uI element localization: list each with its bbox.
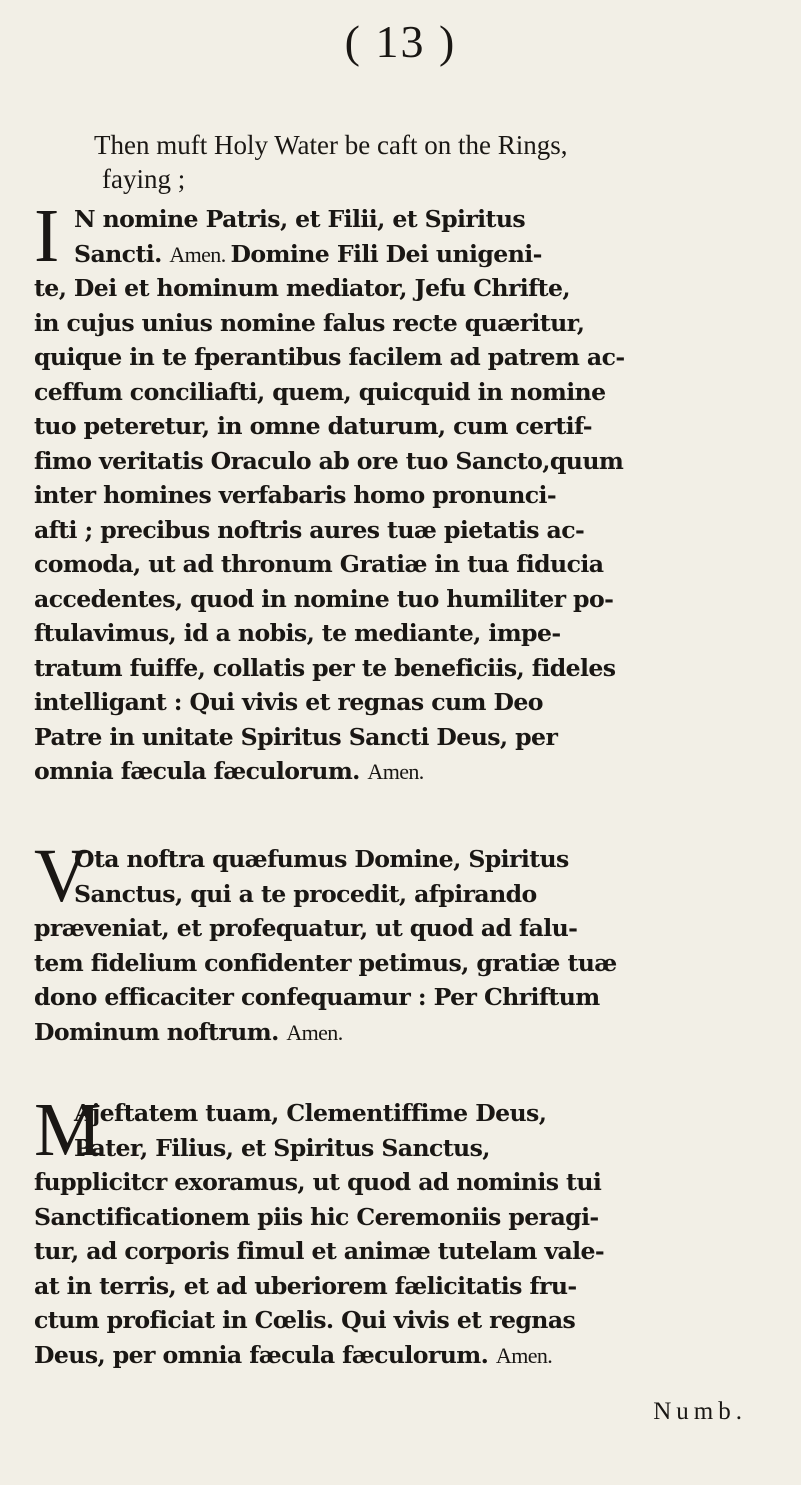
- prayer-line: dono efficaciter confequamur : Per Chriftum: [34, 983, 600, 1011]
- drop-cap-initial: I: [34, 194, 59, 278]
- prayer-line-text: omnia fæcula fæculorum.: [34, 757, 368, 785]
- prayer-line: in cujus unius nomine falus recte quæritur,: [34, 308, 585, 337]
- prayer-line: comoda, ut ad thronum Gratiæ in tua fiducia: [34, 550, 604, 578]
- amen-word: Amen.: [169, 241, 231, 267]
- prayer-second: [34, 834, 780, 1049]
- prayer-line: tur, ad corporis fimul et animæ tutelam vale-: [34, 1237, 605, 1265]
- prayer-line: Ota noftra quæfumus Domine, Spiritus: [74, 845, 569, 873]
- amen-word: Amen.: [286, 1019, 343, 1045]
- prayer-line: fimo veritatis Oraculo ab ore tuo Sancto,quum: [34, 446, 624, 475]
- rubric-line-2: faying ;: [102, 164, 186, 194]
- prayer-line: afti ; precibus noftris aures tuæ pietatis ac-: [34, 515, 585, 544]
- prayer-line: præveniat, et profequatur, ut quod ad falu-: [34, 914, 578, 942]
- amen-word: Amen.: [495, 1342, 553, 1368]
- prayer-line: ctum proficiat in Cœlis. Qui vivis et regnas: [34, 1306, 576, 1334]
- prayer-line: te, Dei et hominum mediator, Jefu Chrifte,: [34, 274, 571, 302]
- prayer-line-text: Dominum noftrum.: [34, 1017, 287, 1046]
- drop-cap-initial: M: [34, 1088, 101, 1172]
- prayer-line: [34, 1015, 780, 1050]
- rubric-line-1: Then muft Holy Water be caft on the Rings,: [94, 130, 568, 160]
- prayer-line: tratum fuiffe, collatis per te beneficiis, fideles: [34, 653, 616, 682]
- rubric-instruction: [94, 128, 734, 196]
- prayer-line: [34, 1338, 780, 1373]
- prayer-line: [34, 237, 780, 272]
- prayer-line-text: Domine Fili Dei unigeni-: [230, 239, 542, 268]
- prayer-line: Pater, Filius, et Spiritus Sanctus,: [74, 1133, 490, 1162]
- prayer-first: [34, 194, 780, 789]
- prayer-line: N nomine Patris, et Filii, et Spiritus: [74, 205, 526, 233]
- page-number: ( 13 ): [344, 16, 457, 67]
- prayer-line: Ajeftatem tuam, Clementiffime Deus,: [74, 1099, 547, 1127]
- prayer-line: Patre in unitate Spiritus Sancti Deus, per: [34, 722, 558, 751]
- prayer-line: at in terris, et ad uberiorem fælicitatis fru-: [34, 1271, 577, 1300]
- prayer-line: Sanctus, qui a te procedit, afpirando: [74, 879, 537, 908]
- prayer-line: [34, 754, 780, 789]
- prayer-line-text: Sancti.: [74, 239, 170, 268]
- prayer-line: Sanctificationem piis hic Ceremoniis peragi-: [34, 1202, 599, 1231]
- prayer-line: quique in te fperantibus facilem ad patrem ac-: [34, 343, 625, 371]
- prayer-line: tuo peteretur, in omne daturum, cum certif-: [34, 412, 592, 440]
- catchword: Numb.: [653, 1398, 747, 1425]
- drop-cap-initial: V: [34, 834, 89, 918]
- prayer-line-text: Deus, per omnia fæcula fæculorum.: [34, 1340, 496, 1369]
- prayer-line: ftulavimus, id a nobis, te mediante, impe-: [34, 619, 561, 647]
- amen-word: Amen.: [367, 759, 424, 784]
- prayer-line: fupplicitcr exoramus, ut quod ad nominis tui: [34, 1168, 602, 1196]
- prayer-line: intelligant : Qui vivis et regnas cum Deo: [34, 688, 543, 716]
- prayer-third: [34, 1088, 780, 1372]
- prayer-line: tem fidelium confidenter petimus, gratiæ tuæ: [34, 948, 617, 977]
- prayer-line: inter homines verfabaris homo pronunci-: [34, 481, 557, 509]
- prayer-line: ceffum conciliafti, quem, quicquid in nomine: [34, 377, 606, 406]
- prayer-line: accedentes, quod in nomine tuo humiliter po-: [34, 584, 614, 613]
